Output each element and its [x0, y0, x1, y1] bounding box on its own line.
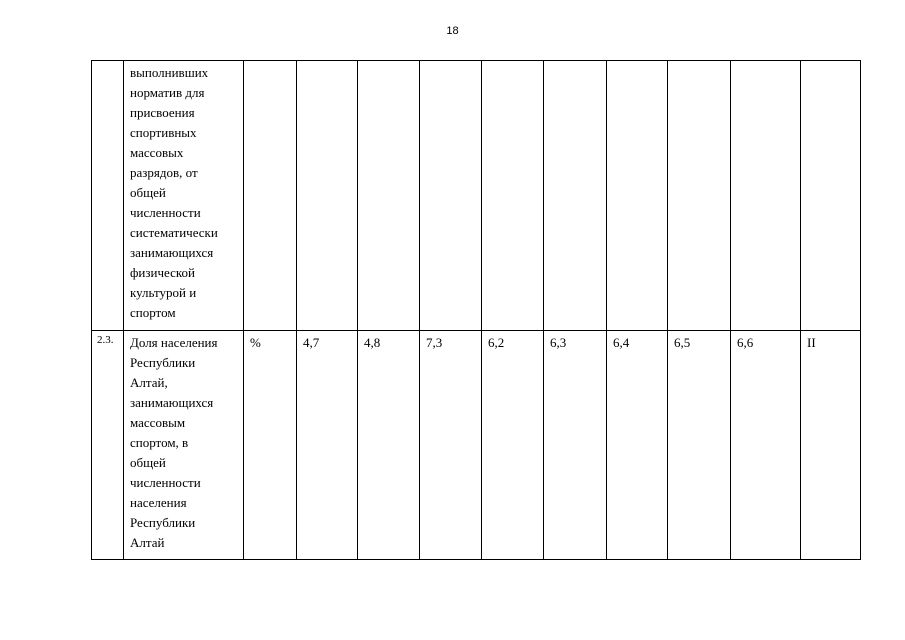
value-cell: 7,3	[420, 331, 482, 560]
value-cell	[297, 61, 358, 331]
value-cell	[544, 61, 607, 331]
table-row	[92, 61, 861, 331]
row-number-cell: 2.3.	[92, 331, 124, 560]
value-cell	[607, 61, 668, 331]
indicator-line: Республики	[130, 355, 196, 370]
indicator-line: Алтай	[130, 535, 165, 550]
value-cell	[668, 61, 731, 331]
value-cell: 6,5	[668, 331, 731, 560]
value-cell: 6,4	[607, 331, 668, 560]
value-cell: 4,8	[358, 331, 420, 560]
indicator-line: Доля населения	[130, 335, 218, 350]
indicator-line: Алтай,	[130, 375, 168, 390]
indicator-line: выполнивших	[130, 65, 209, 80]
indicator-line: спортивных	[130, 125, 197, 140]
indicator-line: общей	[130, 185, 166, 200]
indicator-line: физической	[130, 265, 195, 280]
value-cell	[420, 61, 482, 331]
indicator-name-cell	[124, 331, 244, 560]
value-cell	[482, 61, 544, 331]
indicator-line: разрядов, от	[130, 165, 198, 180]
value-cell	[731, 61, 801, 331]
value-cell: 6,6	[731, 331, 801, 560]
indicator-line: общей	[130, 455, 166, 470]
last-column-cell: II	[801, 331, 861, 560]
row-number-cell	[92, 61, 124, 331]
indicator-line: культурой и	[130, 285, 197, 300]
value-cell	[358, 61, 420, 331]
page-number: 18	[446, 25, 459, 37]
unit-cell: %	[244, 331, 297, 560]
indicator-line: Республики	[130, 515, 196, 530]
indicator-line: спортом	[130, 305, 176, 320]
indicator-line: занимающихся	[130, 245, 214, 260]
indicator-line: спортом, в	[130, 435, 189, 450]
indicator-table	[91, 60, 861, 560]
unit-cell	[244, 61, 297, 331]
value-cell: 6,3	[544, 331, 607, 560]
indicator-line: численности	[130, 475, 201, 490]
value-cell: 6,2	[482, 331, 544, 560]
indicator-line: занимающихся	[130, 395, 214, 410]
indicator-line: присвоения	[130, 105, 195, 120]
indicator-line: массовым	[130, 415, 186, 430]
value-cell: 4,7	[297, 331, 358, 560]
indicator-line: населения	[130, 495, 187, 510]
indicator-line: массовых	[130, 145, 184, 160]
indicator-line: норматив для	[130, 85, 205, 100]
table-row	[92, 331, 861, 560]
indicator-line: численности	[130, 205, 201, 220]
last-column-cell	[801, 61, 861, 331]
indicator-line: систематически	[130, 225, 218, 240]
indicator-name-cell	[124, 61, 244, 331]
